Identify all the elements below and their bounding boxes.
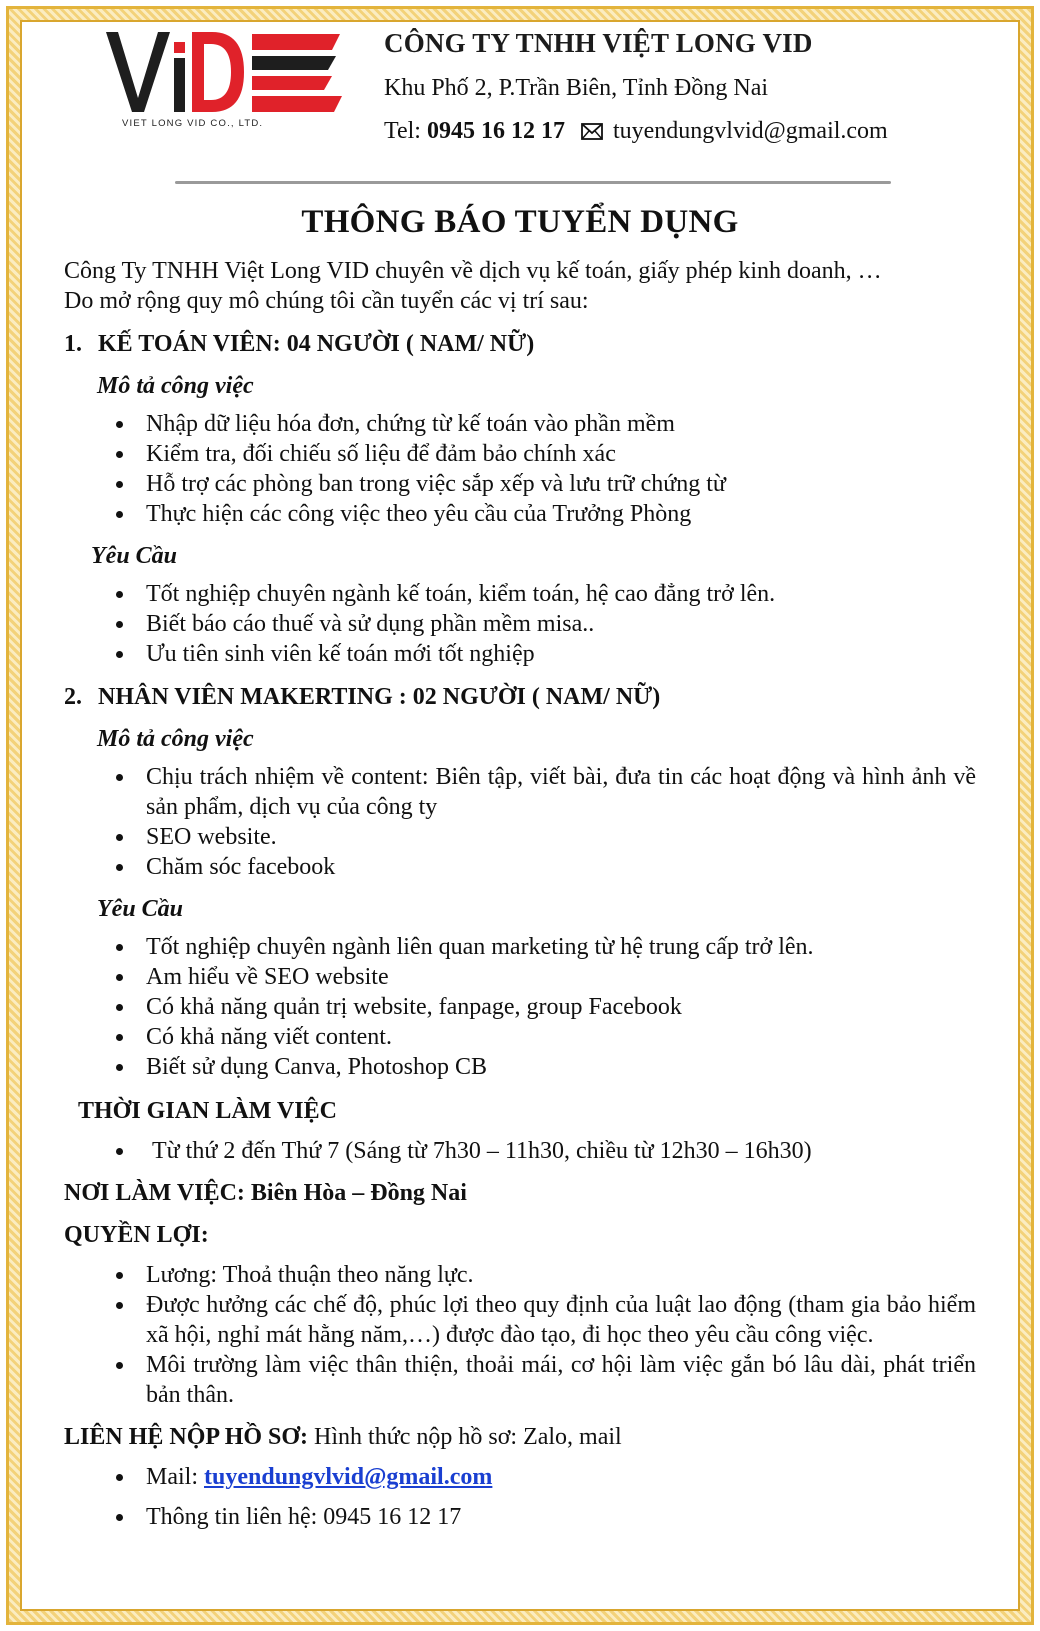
position-number: 1.	[64, 331, 82, 357]
list-item: Kiểm tra, đối chiếu số liệu để đảm bảo chính xác	[146, 439, 976, 469]
intro-line: Công Ty TNHH Việt Long VID chuyên về dịch vụ kế toán, giấy phép kinh doanh, …	[64, 258, 882, 284]
list-item: Biết sử dụng Canva, Photoshop CB	[146, 1052, 976, 1082]
position-title-text: NHÂN VIÊN MAKERTING : 02 NGƯỜI ( NAM/ NỮ)	[98, 684, 661, 710]
tel-label: Tel:	[384, 118, 421, 144]
logo-subtext: VIET LONG VID CO., LTD.	[122, 118, 264, 129]
contact-label: LIÊN HỆ NỘP HỒ SƠ:	[64, 1424, 309, 1450]
contact-list	[64, 1462, 976, 1532]
list-item: Ưu tiên sinh viên kế toán mới tốt nghiệp	[146, 639, 976, 669]
main-content	[64, 256, 976, 1532]
benefits-heading: QUYỀN LỢI:	[64, 1222, 209, 1248]
intro	[64, 256, 976, 316]
list-item: Thực hiện các công việc theo yêu cầu của Trưởng Phòng	[146, 499, 976, 529]
header-divider	[175, 181, 891, 184]
list-item: Có khả năng quản trị website, fanpage, group Facebook	[146, 992, 976, 1022]
requirements-heading: Yêu Cầu	[91, 543, 178, 569]
work-time-heading: THỜI GIAN LÀM VIỆC	[78, 1098, 337, 1124]
mail-label: Mail:	[146, 1464, 198, 1490]
company-address: Khu Phố 2, P.Trần Biên, Tỉnh Đồng Nai	[384, 75, 769, 101]
requirements-list	[64, 579, 976, 669]
list-item	[146, 1462, 976, 1492]
contact-heading	[64, 1422, 976, 1452]
page-title: THÔNG BÁO TUYỂN DỤNG	[301, 204, 739, 240]
contact-method: Hình thức nộp hồ sơ: Zalo, mail	[314, 1424, 622, 1450]
workplace: NƠI LÀM VIỆC: Biên Hòa – Đồng Nai	[64, 1180, 467, 1206]
company-name: CÔNG TY TNHH VIỆT LONG VID	[384, 28, 813, 58]
list-item: Nhập dữ liệu hóa đơn, chứng từ kế toán vào phần mềm	[146, 409, 976, 439]
position-title-text: KẾ TOÁN VIÊN: 04 NGƯỜI ( NAM/ NỮ)	[98, 331, 535, 357]
requirements-heading: Yêu Cầu	[97, 896, 184, 922]
intro-line: Do mở rộng quy mô chúng tôi cần tuyển các vị trí sau:	[64, 288, 589, 314]
job-description-heading: Mô tả công việc	[97, 726, 254, 752]
list-item: Hỗ trợ các phòng ban trong việc sắp xếp và lưu trữ chứng từ	[146, 469, 976, 499]
list-item: Chăm sóc facebook	[146, 852, 976, 882]
job-description-list	[64, 762, 976, 882]
list-item: Am hiểu về SEO website	[146, 962, 976, 992]
company-contact	[384, 118, 888, 147]
position-title	[64, 329, 976, 359]
list-item: Có khả năng viết content.	[146, 1022, 976, 1052]
company-logo	[104, 28, 344, 132]
list-item: SEO website.	[146, 822, 976, 852]
position-number: 2.	[64, 684, 82, 710]
list-item: Chịu trách nhiệm về content: Biên tập, viết bài, đưa tin các hoạt động và hình ảnh về sản phẩm, dịch vụ của công ty	[146, 764, 976, 820]
list-item: Môi trường làm việc thân thiện, thoải mái, cơ hội làm việc gắn bó lâu dài, phát triển bản thân.	[146, 1352, 976, 1408]
list-item: Được hưởng các chế độ, phúc lợi theo quy định của luật lao động (tham gia bảo hiểm xã hội, nghỉ mát hằng năm,…) được đào tạo, đi học theo yêu cầu công việc.	[146, 1292, 976, 1348]
list-item: Biết báo cáo thuế và sử dụng phần mềm misa..	[146, 609, 976, 639]
company-email: tuyendungvlvid@gmail.com	[612, 118, 888, 144]
benefits-list	[64, 1260, 976, 1410]
list-item: Thông tin liên hệ: 0945 16 12 17	[146, 1502, 976, 1532]
email-link[interactable]: tuyendungvlvid@gmail.com	[204, 1464, 493, 1490]
company-phone: 0945 16 12 17	[426, 118, 565, 144]
job-description-list	[64, 409, 976, 529]
work-time-list	[64, 1136, 976, 1166]
list-item: Từ thứ 2 đến Thứ 7 (Sáng từ 7h30 – 11h30, chiều từ 12h30 – 16h30)	[146, 1136, 976, 1166]
list-item: Tốt nghiệp chuyên ngành liên quan marketing từ hệ trung cấp trở lên.	[146, 932, 976, 962]
requirements-list	[64, 932, 976, 1082]
list-item: Tốt nghiệp chuyên ngành kế toán, kiểm toán, hệ cao đẳng trở lên.	[146, 579, 976, 609]
envelope-icon	[581, 120, 603, 147]
job-description-heading: Mô tả công việc	[97, 373, 254, 399]
position-title	[64, 682, 976, 712]
list-item: Lương: Thoả thuận theo năng lực.	[146, 1260, 976, 1290]
